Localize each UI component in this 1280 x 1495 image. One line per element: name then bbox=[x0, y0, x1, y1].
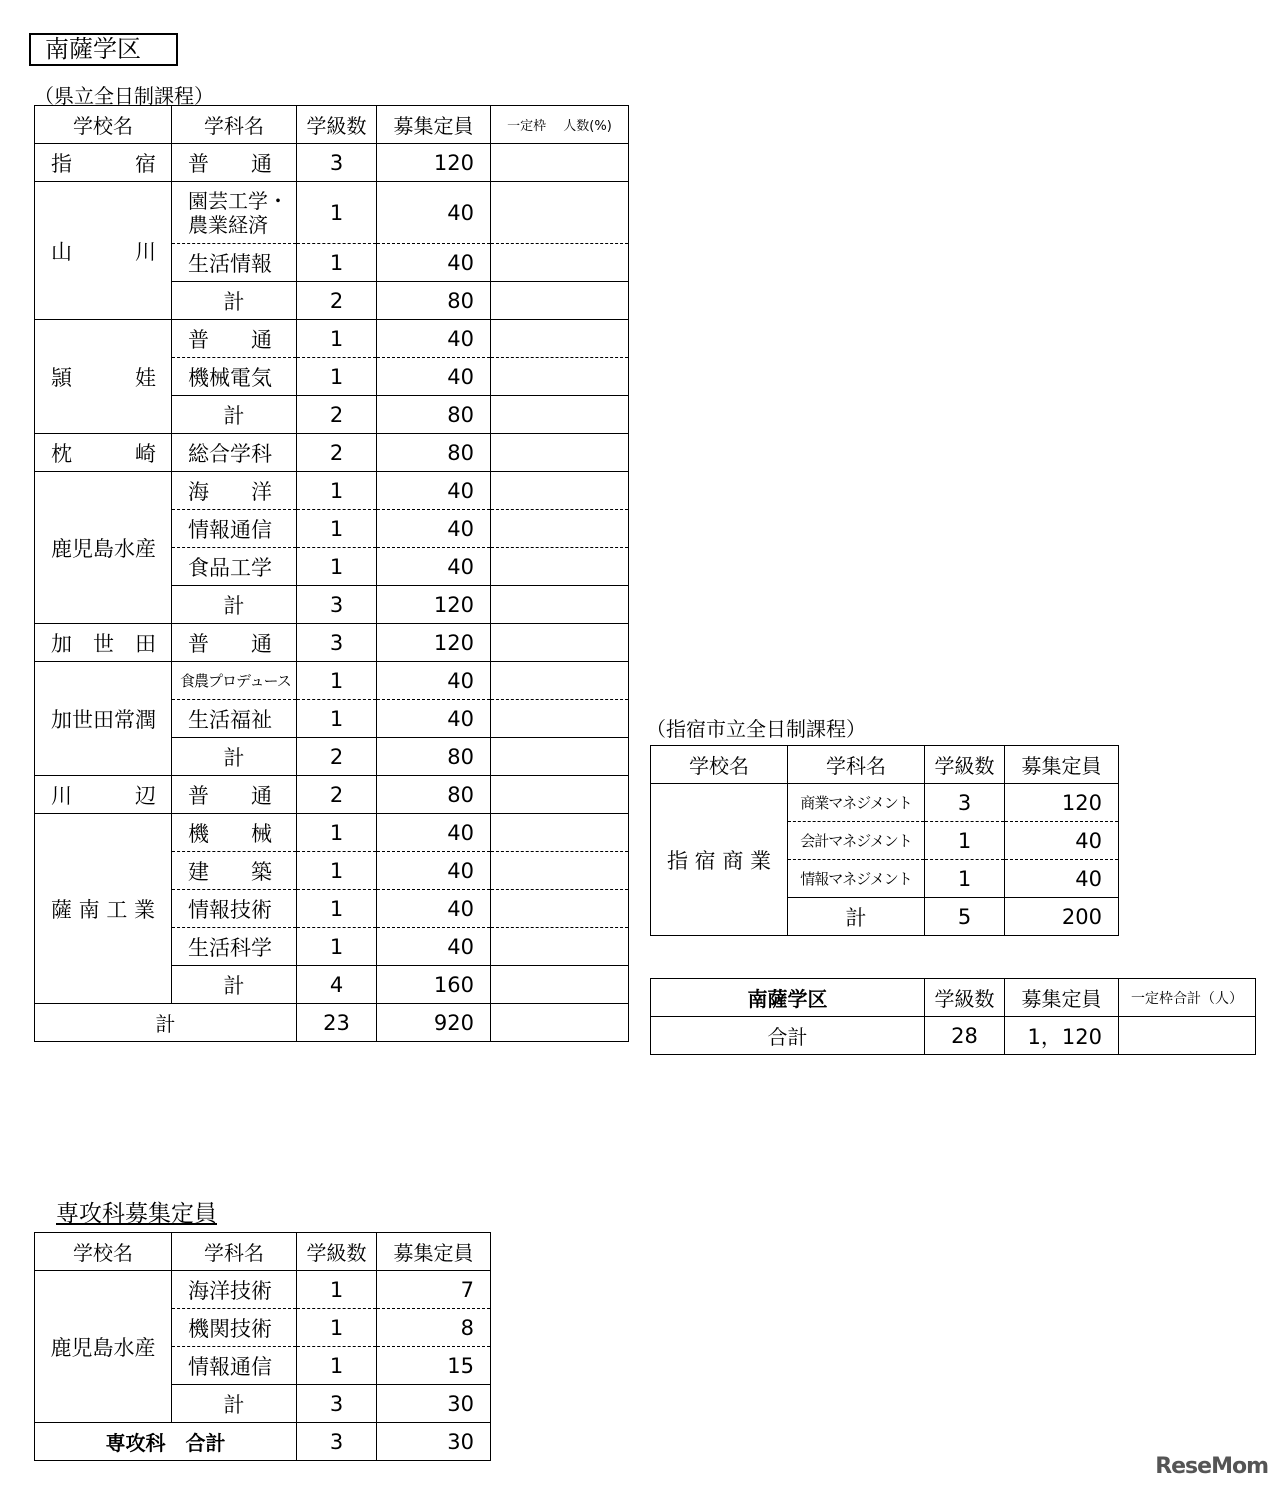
quota-cell bbox=[491, 662, 629, 700]
classes-cell: 1 bbox=[297, 472, 377, 510]
table-row bbox=[35, 144, 629, 182]
table-row bbox=[35, 182, 629, 244]
dept-name: 普 通 bbox=[172, 624, 297, 662]
dept-name: 情報通信 bbox=[172, 510, 297, 548]
classes-cell: 2 bbox=[297, 282, 377, 320]
quota-cell bbox=[491, 434, 629, 472]
capacity-cell: 40 bbox=[377, 662, 491, 700]
capacity-cell: 80 bbox=[377, 396, 491, 434]
header-capacity: 募集定員 bbox=[1005, 979, 1119, 1017]
dept-name: 普 通 bbox=[172, 776, 297, 814]
prefectural-caption: （県立全日制課程） bbox=[34, 84, 214, 108]
dept-name: 計 bbox=[172, 966, 297, 1004]
capacity-cell: 40 bbox=[377, 510, 491, 548]
header-classes: 学級数 bbox=[925, 746, 1005, 784]
dept-name: 情報通信 bbox=[172, 1347, 297, 1385]
header-school: 学校名 bbox=[35, 1233, 172, 1271]
total-label: 計 bbox=[35, 1004, 297, 1042]
table-row bbox=[35, 472, 629, 510]
dept-name: 生活福祉 bbox=[172, 700, 297, 738]
dept-name: 計 bbox=[172, 586, 297, 624]
table-header-row bbox=[651, 979, 1256, 1017]
quota-cell bbox=[491, 282, 629, 320]
school-name: 頴 娃 bbox=[35, 320, 172, 434]
capacity-cell: 40 bbox=[377, 890, 491, 928]
classes-cell: 1 bbox=[297, 814, 377, 852]
dept-name: 会計マネジメント bbox=[788, 822, 925, 860]
school-name: 加世田常潤 bbox=[35, 662, 172, 776]
dept-name: 機関技術 bbox=[172, 1309, 297, 1347]
classes-cell: 1 bbox=[297, 244, 377, 282]
quota-cell bbox=[491, 144, 629, 182]
classes-cell: 3 bbox=[297, 624, 377, 662]
capacity-cell: 80 bbox=[377, 434, 491, 472]
header-dept: 学科名 bbox=[172, 106, 297, 144]
municipal-table bbox=[650, 745, 1119, 936]
capacity-cell: 30 bbox=[377, 1385, 491, 1423]
school-name: 指 宿 商 業 bbox=[651, 784, 788, 936]
header-school: 学校名 bbox=[35, 106, 172, 144]
dept-name: 海 洋 bbox=[172, 472, 297, 510]
classes-cell: 1 bbox=[297, 1309, 377, 1347]
table-row bbox=[35, 1271, 491, 1309]
table-row bbox=[35, 624, 629, 662]
classes-cell: 1 bbox=[297, 1347, 377, 1385]
quota-cell bbox=[491, 358, 629, 396]
classes-cell: 2 bbox=[297, 738, 377, 776]
dept-name: 食農プロデュース bbox=[172, 662, 297, 700]
school-name: 薩 南 工 業 bbox=[35, 814, 172, 1004]
quota-cell bbox=[491, 320, 629, 358]
classes-cell: 1 bbox=[297, 548, 377, 586]
capacity-cell: 80 bbox=[377, 738, 491, 776]
classes-cell: 2 bbox=[297, 776, 377, 814]
table-header-row bbox=[35, 106, 629, 144]
table-header-row bbox=[651, 746, 1119, 784]
classes-cell: 1 bbox=[297, 890, 377, 928]
capacity-cell: 40 bbox=[377, 852, 491, 890]
classes-cell: 1 bbox=[297, 852, 377, 890]
header-classes: 学級数 bbox=[297, 1233, 377, 1271]
school-name: 枕 崎 bbox=[35, 434, 172, 472]
prefectural-table bbox=[34, 105, 629, 1042]
district-total-table bbox=[650, 978, 1256, 1055]
school-name: 川 辺 bbox=[35, 776, 172, 814]
header-quota: 一定枠 人数(%) bbox=[491, 106, 629, 144]
classes-cell: 1 bbox=[925, 860, 1005, 898]
capacity-cell: 120 bbox=[377, 144, 491, 182]
dept-name: 生活情報 bbox=[172, 244, 297, 282]
dept-name: 普 通 bbox=[172, 320, 297, 358]
header-classes: 学級数 bbox=[297, 106, 377, 144]
capacity-cell: 40 bbox=[377, 472, 491, 510]
capacity-cell: 120 bbox=[377, 624, 491, 662]
dept-name: 計 bbox=[172, 738, 297, 776]
classes-cell: 5 bbox=[925, 898, 1005, 936]
classes-cell: 2 bbox=[297, 434, 377, 472]
school-name: 鹿児島水産 bbox=[35, 1271, 172, 1423]
capacity-cell: 40 bbox=[377, 700, 491, 738]
total-capacity: 920 bbox=[377, 1004, 491, 1042]
capacity-cell: 120 bbox=[1005, 784, 1119, 822]
quota-cell bbox=[491, 776, 629, 814]
header-district: 南薩学区 bbox=[651, 979, 925, 1017]
capacity-cell: 40 bbox=[1005, 822, 1119, 860]
quota-cell bbox=[491, 244, 629, 282]
header-dept: 学科名 bbox=[788, 746, 925, 784]
quota-cell bbox=[491, 586, 629, 624]
total-quota bbox=[491, 1004, 629, 1042]
header-capacity: 募集定員 bbox=[1005, 746, 1119, 784]
total-capacity: 30 bbox=[377, 1423, 491, 1461]
classes-cell: 2 bbox=[297, 396, 377, 434]
capacity-cell: 40 bbox=[377, 182, 491, 244]
capacity-cell: 40 bbox=[377, 928, 491, 966]
table-total-row bbox=[651, 1017, 1256, 1055]
dept-name: 計 bbox=[172, 282, 297, 320]
header-quota-total: 一定枠合計（人） bbox=[1119, 979, 1256, 1017]
capacity-cell: 200 bbox=[1005, 898, 1119, 936]
total-classes: 3 bbox=[297, 1423, 377, 1461]
header-classes: 学級数 bbox=[925, 979, 1005, 1017]
classes-cell: 1 bbox=[297, 662, 377, 700]
quota-cell bbox=[491, 548, 629, 586]
total-capacity: 1，120 bbox=[1005, 1017, 1119, 1055]
quota-cell bbox=[491, 624, 629, 662]
dept-name: 園芸工学・ 農業経済 bbox=[172, 182, 297, 244]
classes-cell: 1 bbox=[297, 358, 377, 396]
dept-name: 計 bbox=[788, 898, 925, 936]
table-row bbox=[35, 320, 629, 358]
capacity-cell: 40 bbox=[377, 244, 491, 282]
table-row bbox=[35, 814, 629, 852]
dept-name: 総合学科 bbox=[172, 434, 297, 472]
senkoka-table bbox=[34, 1232, 491, 1461]
capacity-cell: 15 bbox=[377, 1347, 491, 1385]
classes-cell: 1 bbox=[297, 700, 377, 738]
dept-name: 食品工学 bbox=[172, 548, 297, 586]
dept-name: 生活科学 bbox=[172, 928, 297, 966]
capacity-cell: 80 bbox=[377, 282, 491, 320]
classes-cell: 1 bbox=[297, 510, 377, 548]
dept-name: 情報マネジメント bbox=[788, 860, 925, 898]
total-classes: 28 bbox=[925, 1017, 1005, 1055]
municipal-caption: （指宿市立全日制課程） bbox=[646, 717, 866, 741]
header-dept: 学科名 bbox=[172, 1233, 297, 1271]
quota-cell bbox=[491, 966, 629, 1004]
table-total-row bbox=[35, 1004, 629, 1042]
quota-cell bbox=[491, 182, 629, 244]
total-classes: 23 bbox=[297, 1004, 377, 1042]
classes-cell: 3 bbox=[297, 144, 377, 182]
dept-name: 機械電気 bbox=[172, 358, 297, 396]
dept-name: 商業マネジメント bbox=[788, 784, 925, 822]
header-capacity: 募集定員 bbox=[377, 1233, 491, 1271]
classes-cell: 1 bbox=[297, 928, 377, 966]
quota-cell bbox=[491, 510, 629, 548]
classes-cell: 1 bbox=[297, 182, 377, 244]
school-name: 山 川 bbox=[35, 182, 172, 320]
watermark-logo: ReseMom bbox=[1155, 1454, 1268, 1479]
capacity-cell: 40 bbox=[377, 320, 491, 358]
dept-name: 情報技術 bbox=[172, 890, 297, 928]
classes-cell: 1 bbox=[297, 320, 377, 358]
quota-cell bbox=[491, 814, 629, 852]
quota-cell bbox=[491, 700, 629, 738]
quota-cell bbox=[491, 738, 629, 776]
capacity-cell: 40 bbox=[377, 358, 491, 396]
capacity-cell: 80 bbox=[377, 776, 491, 814]
quota-cell bbox=[491, 890, 629, 928]
total-label: 専攻科 合計 bbox=[35, 1423, 297, 1461]
dept-name: 建 築 bbox=[172, 852, 297, 890]
table-row bbox=[651, 784, 1119, 822]
classes-cell: 1 bbox=[925, 822, 1005, 860]
table-total-row bbox=[35, 1423, 491, 1461]
capacity-cell: 40 bbox=[377, 548, 491, 586]
classes-cell: 1 bbox=[297, 1271, 377, 1309]
header-capacity: 募集定員 bbox=[377, 106, 491, 144]
table-header-row bbox=[35, 1233, 491, 1271]
dept-name: 計 bbox=[172, 1385, 297, 1423]
school-name: 鹿児島水産 bbox=[35, 472, 172, 624]
quota-cell bbox=[491, 396, 629, 434]
classes-cell: 3 bbox=[925, 784, 1005, 822]
classes-cell: 4 bbox=[297, 966, 377, 1004]
capacity-cell: 8 bbox=[377, 1309, 491, 1347]
capacity-cell: 40 bbox=[377, 814, 491, 852]
quota-cell bbox=[491, 852, 629, 890]
capacity-cell: 7 bbox=[377, 1271, 491, 1309]
classes-cell: 3 bbox=[297, 586, 377, 624]
total-label: 合計 bbox=[651, 1017, 925, 1055]
classes-cell: 3 bbox=[297, 1385, 377, 1423]
header-school: 学校名 bbox=[651, 746, 788, 784]
table-row bbox=[35, 434, 629, 472]
school-name: 指 宿 bbox=[35, 144, 172, 182]
total-quota bbox=[1119, 1017, 1256, 1055]
page-title: 南薩学区 bbox=[29, 33, 178, 66]
capacity-cell: 40 bbox=[1005, 860, 1119, 898]
table-row bbox=[35, 776, 629, 814]
dept-name: 計 bbox=[172, 396, 297, 434]
quota-cell bbox=[491, 928, 629, 966]
capacity-cell: 160 bbox=[377, 966, 491, 1004]
capacity-cell: 120 bbox=[377, 586, 491, 624]
table-row bbox=[35, 662, 629, 700]
quota-cell bbox=[491, 472, 629, 510]
school-name: 加 世 田 bbox=[35, 624, 172, 662]
dept-name: 機 械 bbox=[172, 814, 297, 852]
dept-name: 海洋技術 bbox=[172, 1271, 297, 1309]
senkoka-caption: 専攻科募集定員 bbox=[56, 1201, 217, 1227]
dept-name: 普 通 bbox=[172, 144, 297, 182]
